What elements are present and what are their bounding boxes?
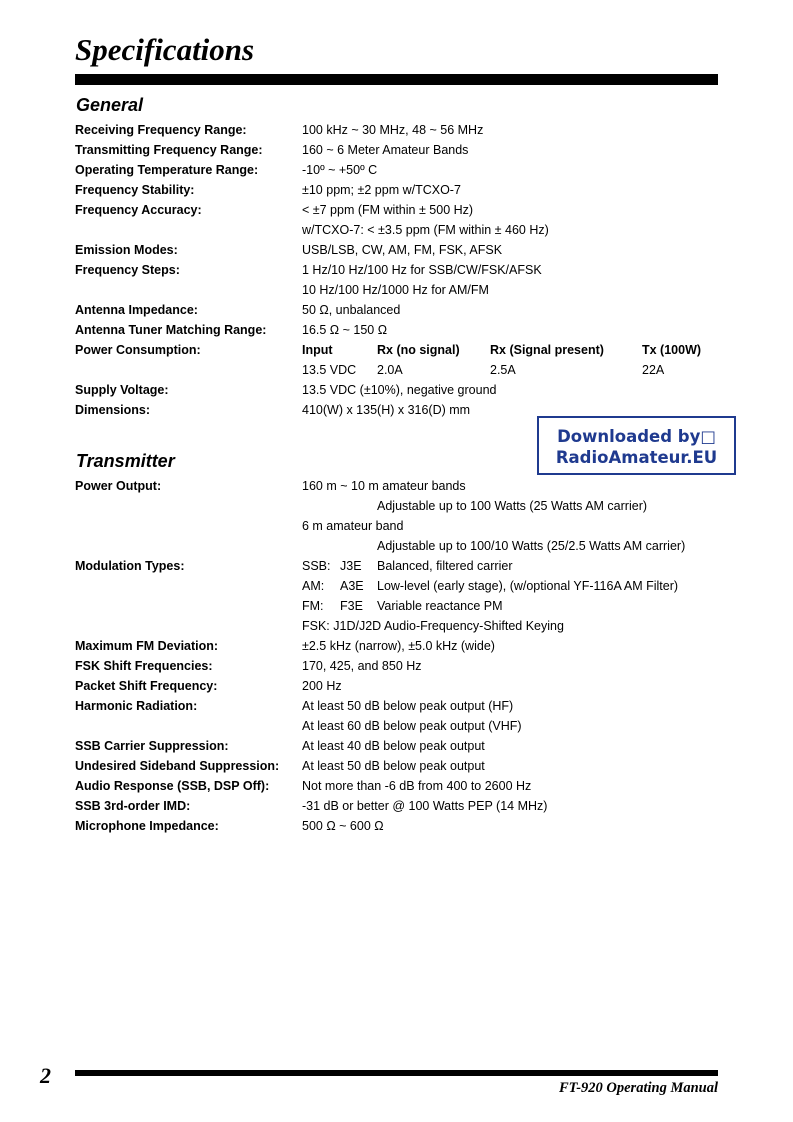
- spec-row-tuner-range: [75, 320, 735, 340]
- spec-row-imd: [75, 796, 735, 816]
- page-number: 2: [40, 1063, 51, 1088]
- power-value-tx: 22A: [642, 363, 665, 377]
- spec-label: Microphone Impedance:: [75, 819, 219, 833]
- watermark-line-2: RadioAmateur.EU: [555, 448, 718, 467]
- spec-label: SSB 3rd-order IMD:: [75, 799, 191, 813]
- modulation-code: J3E: [340, 559, 362, 573]
- spec-row-modulation-ssb: [75, 556, 735, 576]
- transmitter-spec-list: [75, 476, 735, 836]
- modulation-type: AM:: [302, 579, 325, 593]
- watermark-line-1: Downloaded by□: [557, 427, 716, 446]
- spec-value: Not more than -6 dB from 400 to 2600 Hz: [302, 779, 532, 793]
- spec-row-antenna-impedance: [75, 300, 735, 320]
- section-heading-transmitter: Transmitter: [76, 451, 175, 471]
- spec-value: 410(W) x 135(H) x 316(D) mm: [302, 403, 471, 417]
- spec-row-power-values: [75, 360, 735, 380]
- spec-value: -10º ~ +50º C: [302, 163, 378, 177]
- spec-value: 50 Ω, unbalanced: [302, 303, 401, 317]
- power-header-input: Input: [302, 343, 333, 357]
- spec-row-freq-accuracy: [75, 200, 735, 220]
- spec-value: At least 60 dB below peak output (VHF): [302, 719, 522, 733]
- spec-value: 10 Hz/100 Hz/1000 Hz for AM/FM: [302, 283, 489, 297]
- spec-value: Adjustable up to 100 Watts (25 Watts AM carrier): [377, 499, 648, 513]
- spec-value: FSK: J1D/J2D Audio-Frequency-Shifted Keying: [302, 619, 564, 633]
- spec-value: 100 kHz ~ 30 MHz, 48 ~ 56 MHz: [302, 123, 484, 137]
- spec-row-mic-impedance: [75, 816, 735, 836]
- spec-row-fm-deviation: [75, 636, 735, 656]
- spec-row-emission: [75, 240, 735, 260]
- spec-value: ±10 ppm; ±2 ppm w/TCXO-7: [302, 183, 461, 197]
- spec-label: Power Consumption:: [75, 343, 201, 357]
- spec-row-steps-cont: [75, 280, 735, 300]
- spec-row-freq-accuracy-cont: [75, 220, 735, 240]
- spec-row-rx-freq: [75, 120, 735, 140]
- spec-label: Frequency Stability:: [75, 183, 195, 197]
- spec-row-carrier-suppression: [75, 736, 735, 756]
- modulation-type: FM:: [302, 599, 324, 613]
- spec-label: Harmonic Radiation:: [75, 699, 198, 713]
- manual-title: FT-920 Operating Manual: [559, 1080, 718, 1096]
- spec-row-audio-response: [75, 776, 735, 796]
- spec-row-op-temp: [75, 160, 735, 180]
- spec-label: Receiving Frequency Range:: [75, 123, 247, 137]
- spec-row-power-output-2: [75, 496, 735, 516]
- spec-row-steps: [75, 260, 735, 280]
- spec-label: Transmitting Frequency Range:: [75, 143, 263, 157]
- spec-row-fsk-shift: [75, 656, 735, 676]
- spec-row-modulation-am: [75, 576, 735, 596]
- spec-label: Modulation Types:: [75, 559, 185, 573]
- spec-row-power-output: [75, 476, 735, 496]
- spec-row-harmonic-cont: [75, 716, 735, 736]
- spec-label: SSB Carrier Suppression:: [75, 739, 229, 753]
- spec-label: Undesired Sideband Suppression:: [75, 759, 280, 773]
- modulation-desc: Balanced, filtered carrier: [377, 559, 513, 573]
- spec-row-supply-voltage: [75, 380, 735, 400]
- spec-value: 160 ~ 6 Meter Amateur Bands: [302, 143, 469, 157]
- power-header-tx: Tx (100W): [642, 343, 702, 357]
- power-value-rx-signal: 2.5A: [490, 363, 516, 377]
- spec-label: Frequency Accuracy:: [75, 203, 202, 217]
- spec-row-freq-stability: [75, 180, 735, 200]
- spec-value: < ±7 ppm (FM within ± 500 Hz): [302, 203, 474, 217]
- power-value-rx-no-signal: 2.0A: [377, 363, 403, 377]
- spec-row-power-output-4: [75, 536, 735, 556]
- spec-row-modulation-fsk: [75, 616, 735, 636]
- footer-rule: [75, 1070, 718, 1076]
- spec-row-power-consumption: [75, 340, 735, 360]
- power-value-input: 13.5 VDC: [302, 363, 357, 377]
- spec-label: Dimensions:: [75, 403, 151, 417]
- title-rule: [75, 74, 718, 85]
- spec-value: At least 50 dB below peak output: [302, 759, 485, 773]
- spec-value: ±2.5 kHz (narrow), ±5.0 kHz (wide): [302, 639, 495, 653]
- spec-value: 6 m amateur band: [302, 519, 404, 533]
- spec-label: Emission Modes:: [75, 243, 178, 257]
- spec-value: -31 dB or better @ 100 Watts PEP (14 MHz): [302, 799, 548, 813]
- spec-row-power-output-3: [75, 516, 735, 536]
- spec-value: 1 Hz/10 Hz/100 Hz for SSB/CW/FSK/AFSK: [302, 263, 542, 277]
- modulation-code: F3E: [340, 599, 363, 613]
- spec-label: Maximum FM Deviation:: [75, 639, 219, 653]
- general-spec-list: [75, 120, 735, 420]
- modulation-code: A3E: [340, 579, 364, 593]
- download-watermark: [537, 416, 736, 475]
- spec-value: 160 m ~ 10 m amateur bands: [302, 479, 466, 493]
- spec-label: Antenna Impedance:: [75, 303, 198, 317]
- spec-value: USB/LSB, CW, AM, FM, FSK, AFSK: [302, 243, 503, 257]
- spec-label: Antenna Tuner Matching Range:: [75, 323, 267, 337]
- spec-value: 500 Ω ~ 600 Ω: [302, 819, 384, 833]
- spec-value: 200 Hz: [302, 679, 342, 693]
- modulation-desc: Low-level (early stage), (w/optional YF-116A AM Filter): [377, 579, 679, 593]
- spec-label: Frequency Steps:: [75, 263, 180, 277]
- spec-label: Packet Shift Frequency:: [75, 679, 218, 693]
- spec-row-sideband-suppression: [75, 756, 735, 776]
- spec-value: Adjustable up to 100/10 Watts (25/2.5 Watts AM carrier): [377, 539, 686, 553]
- spec-row-harmonic: [75, 696, 735, 716]
- spec-row-modulation-fm: [75, 596, 735, 616]
- spec-value: At least 40 dB below peak output: [302, 739, 485, 753]
- section-heading-general: General: [76, 95, 144, 115]
- spec-value: 13.5 VDC (±10%), negative ground: [302, 383, 497, 397]
- spec-label: Power Output:: [75, 479, 162, 493]
- page-title: Specifications: [75, 32, 255, 67]
- spec-row-tx-freq: [75, 140, 735, 160]
- spec-value: At least 50 dB below peak output (HF): [302, 699, 514, 713]
- spec-value: 170, 425, and 850 Hz: [302, 659, 422, 673]
- power-header-rx-signal: Rx (Signal present): [490, 343, 604, 357]
- modulation-type: SSB:: [302, 559, 331, 573]
- spec-label: Supply Voltage:: [75, 383, 169, 397]
- spec-value: w/TCXO-7: < ±3.5 ppm (FM within ± 460 Hz): [302, 223, 549, 237]
- spec-label: Operating Temperature Range:: [75, 163, 259, 177]
- spec-label: FSK Shift Frequencies:: [75, 659, 213, 673]
- spec-value: 16.5 Ω ~ 150 Ω: [302, 323, 388, 337]
- spec-row-packet-shift: [75, 676, 735, 696]
- modulation-desc: Variable reactance PM: [377, 599, 503, 613]
- spec-label: Audio Response (SSB, DSP Off):: [75, 779, 270, 793]
- power-header-rx-no-signal: Rx (no signal): [377, 343, 460, 357]
